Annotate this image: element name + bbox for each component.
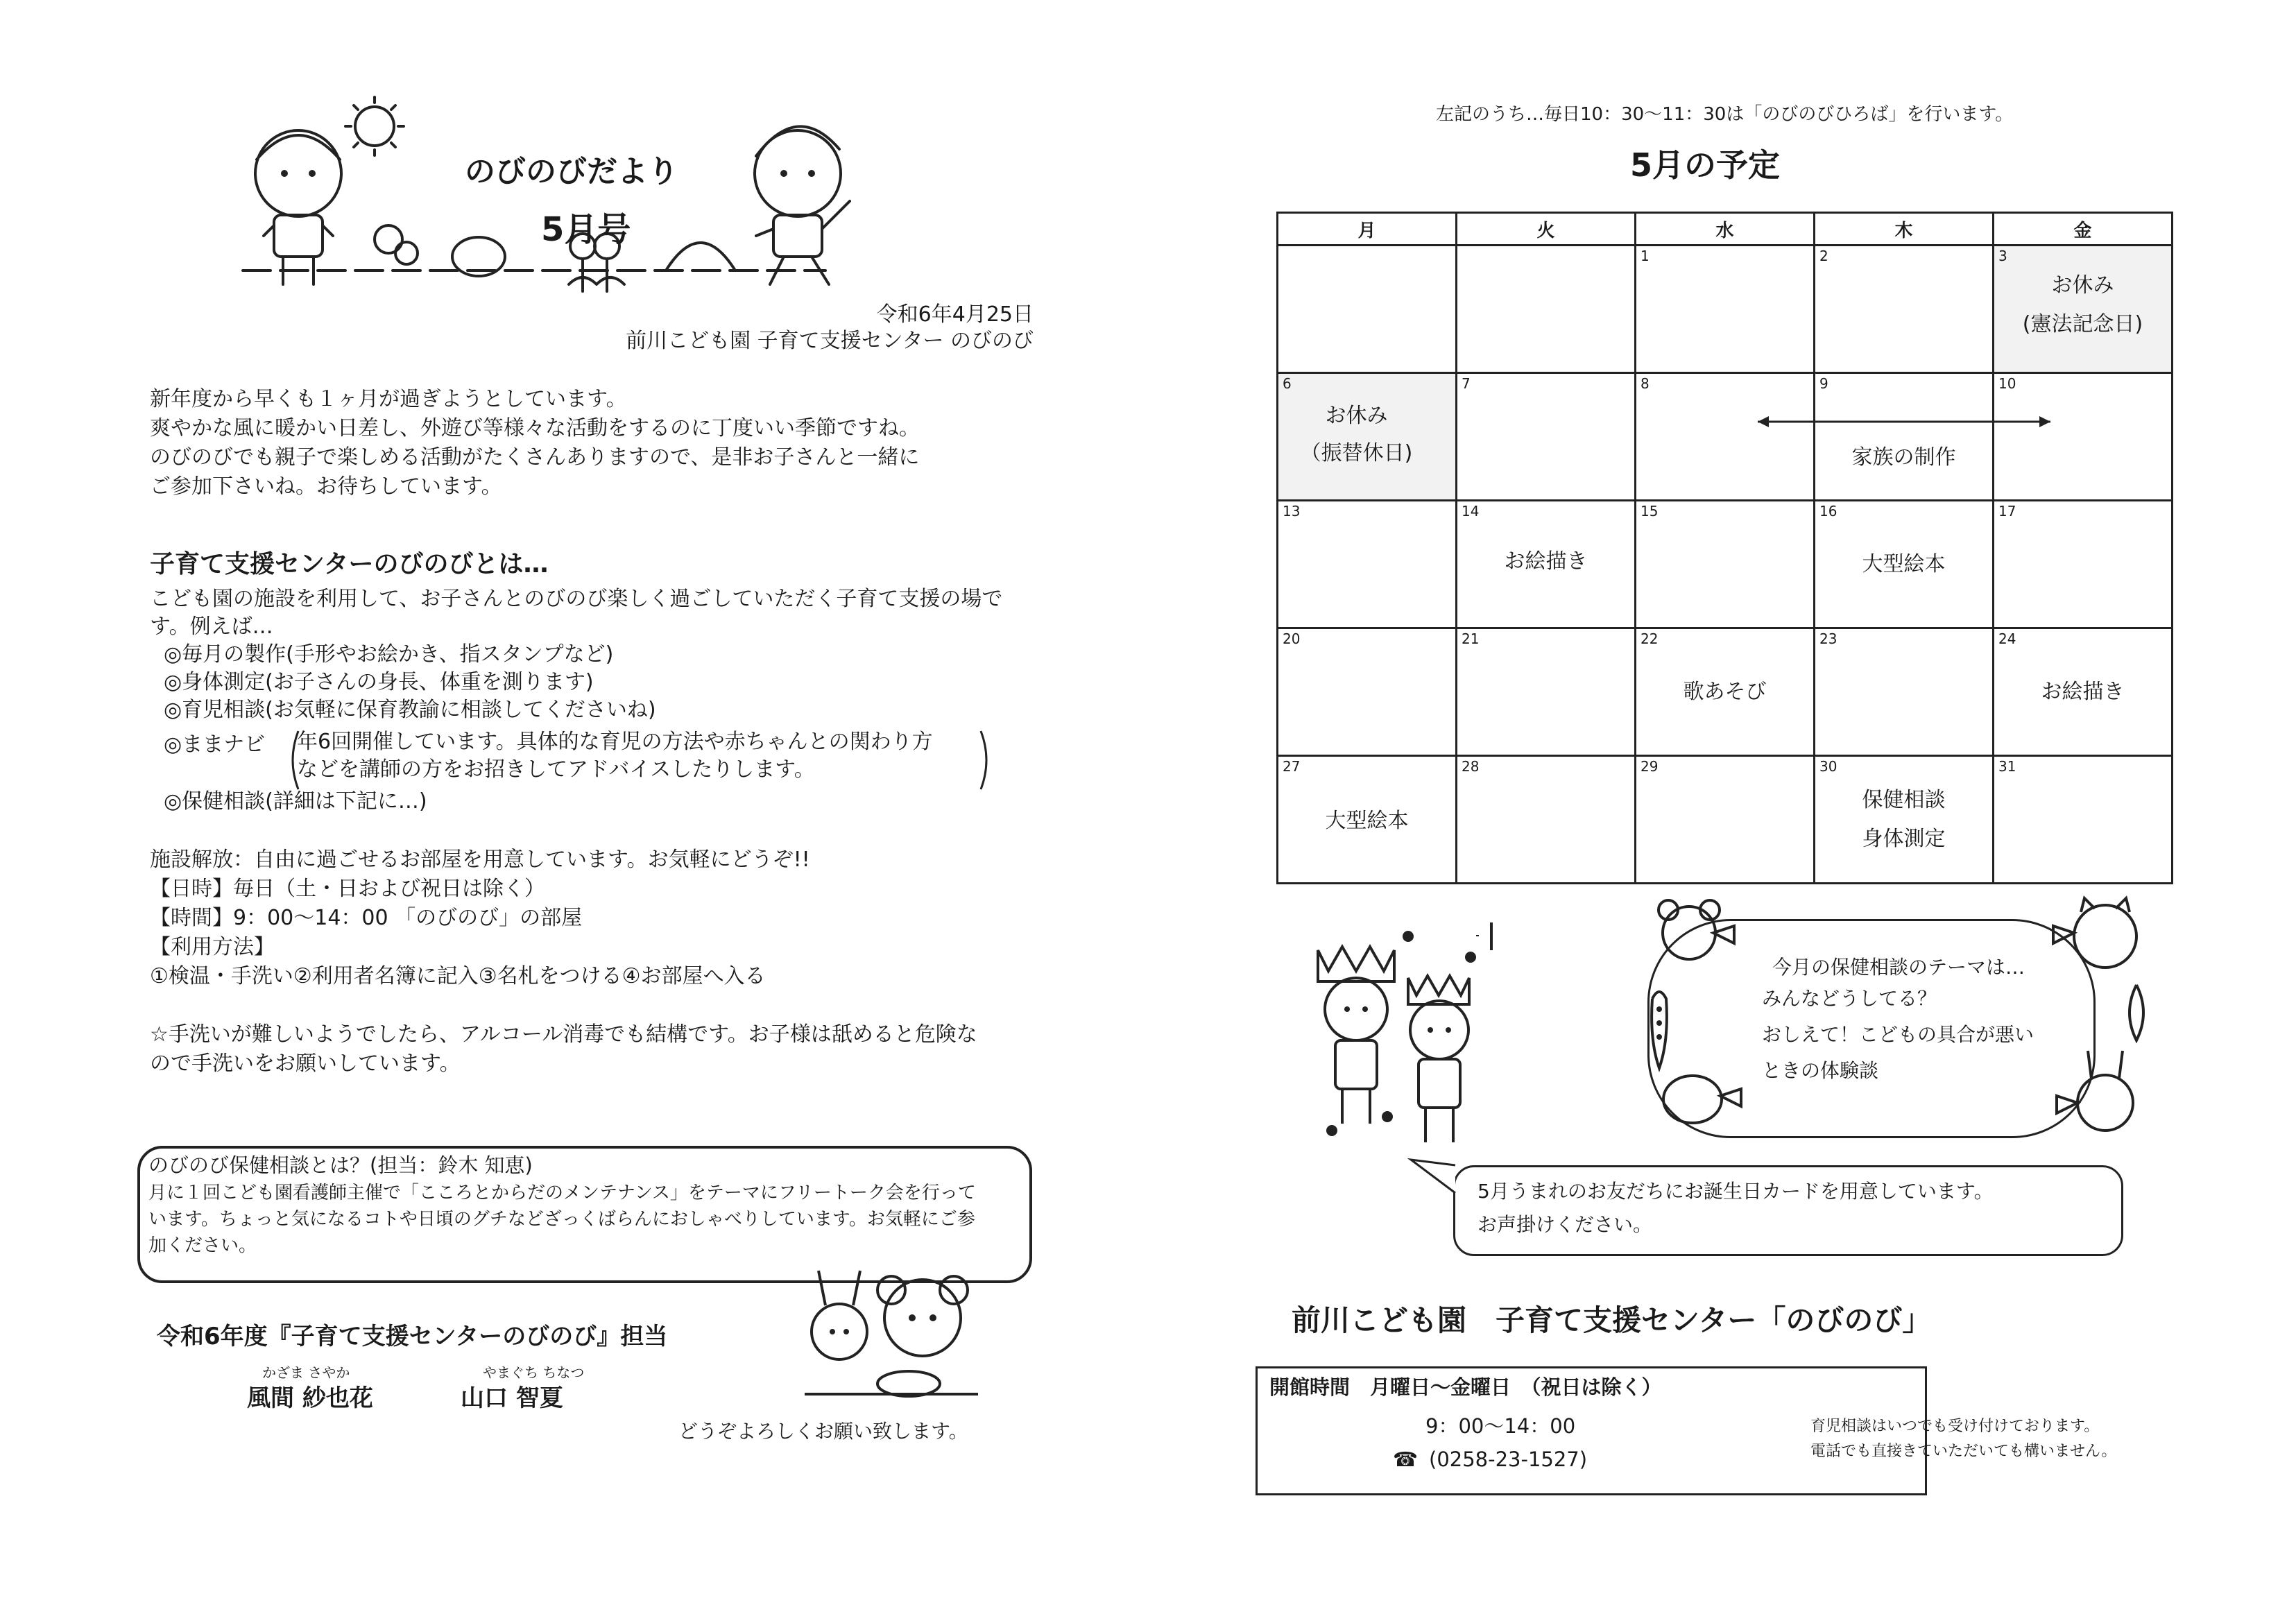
calendar-event: お休み (1325, 404, 1388, 428)
day-number: 28 (1462, 758, 1480, 775)
about-item: ◎ままナビ (164, 732, 266, 757)
health-box-line: います。ちょっと気になるコトや日頃のグチなどざっくばらんにおしゃべりしています。お気軽にご参 (148, 1209, 975, 1230)
calendar-day-cell (1994, 246, 2173, 373)
staff-heading: 令和6年度『子育て支援センターのびのび』担当 (157, 1323, 668, 1350)
megaphone-animals-illustration (1651, 895, 2150, 1151)
facility-line: 【時間】9：00～14：00 「のびのび」の部屋 (150, 906, 583, 930)
bubble-tail-icon (1408, 1157, 1464, 1199)
calendar-day-cell (1636, 628, 1815, 756)
calendar-event: お休み (2051, 273, 2114, 298)
issue-date: 令和6年4月25日 (876, 302, 1034, 327)
calendar-event: お絵描き (2041, 680, 2125, 704)
calendar-day-cell (1278, 756, 1457, 884)
birthday-kids-illustration (1304, 922, 1512, 1151)
weekday-header-row (1278, 213, 2173, 246)
about-line: こども園の施設を利用して、お子さんとのびのび楽しく過ごしていただく子育て支援の場で (150, 587, 1003, 611)
calendar-day-cell (1278, 246, 1457, 373)
about-item: ◎身体測定(お子さんの身長、体重を測ります) (164, 670, 594, 694)
about-heading: 子育て支援センターのびのびとは… (150, 550, 549, 578)
calendar-day-cell (1994, 628, 2173, 756)
consult-line: 電話でも直接きていただいても構いません。 (1810, 1443, 2117, 1460)
theme-line: みんなどうしてる？ (1762, 987, 1937, 1010)
day-number: 27 (1283, 758, 1301, 775)
calendar-event: 大型絵本 (1325, 809, 1409, 833)
calendar-day-cell (1457, 373, 1636, 501)
day-number: 20 (1283, 630, 1301, 647)
day-number: 9 (1819, 375, 1828, 392)
phone-number: (0258-23-1527) (1429, 1448, 1588, 1471)
day-number: 10 (1998, 375, 2016, 392)
theme-line: おしえて！こどもの具合が悪い (1762, 1023, 2034, 1046)
calendar-title: 5月の予定 (1630, 146, 1781, 184)
hours-line: 開館時間 月曜日～金曜日 （祝日は除く） (1269, 1375, 1662, 1399)
weekday-header: 水 (1636, 213, 1815, 246)
intro-line: 爽やかな風に暖かい日差し、外遊び等様々な活動をするのに丁度いい季節ですね。 (150, 416, 920, 440)
calendar-day-cell (1278, 373, 1457, 501)
may-calendar (1276, 212, 2173, 884)
calendar-event: 保健相談 (1862, 788, 1946, 812)
bracket-right-icon (978, 728, 995, 792)
animals-illustration (791, 1262, 992, 1401)
intro-line: のびのびでも親子で楽しめる活動がたくさんありますので、是非お子さんと一緒に (150, 445, 920, 470)
facility-line: ①検温・手洗い②利用者名簿に記入③名札をつける④お部屋へ入る (150, 964, 766, 988)
weekday-header: 月 (1278, 213, 1457, 246)
calendar-event: (憲法記念日) (2022, 312, 2143, 336)
calendar-day-cell (1278, 628, 1457, 756)
day-number: 1 (1640, 248, 1650, 264)
phone-icon: ☎ (1393, 1448, 1419, 1471)
about-item: ◎毎月の製作(手形やお絵かき、指スタンプなど) (164, 642, 614, 667)
intro-line: ご参加下さいね。お待ちしています。 (150, 474, 502, 499)
calendar-day-cell (1636, 756, 1815, 884)
birthday-line: 5月うまれのお友だちにお誕生日カードを用意しています。 (1477, 1180, 1994, 1203)
facility-line: 【日時】毎日（土・日および祝日は除く） (150, 877, 545, 901)
calendar-week (1278, 756, 2173, 884)
day-number: 30 (1819, 758, 1837, 775)
about-item: ◎保健相談(詳細は下記に…) (164, 789, 427, 814)
calendar-day-cell (1636, 501, 1815, 628)
calendar-day-cell (1994, 373, 2173, 501)
calendar-day-cell (1278, 501, 1457, 628)
facility-line: 【利用方法】 (150, 935, 275, 959)
calendar-week (1278, 373, 2173, 501)
hiroba-note: 左記のうち…毎日10：30～11：30は「のびのびひろば」を行います。 (1436, 104, 2014, 125)
facility-line: 施設解放：自由に過ごせるお部屋を用意しています。お気軽にどうぞ!! (150, 848, 810, 872)
calendar-event: お絵描き (1504, 549, 1588, 574)
day-number: 3 (1998, 248, 2007, 264)
calendar-day-cell (1636, 373, 1815, 501)
hours-time: 9：00～14：00 (1425, 1414, 1576, 1438)
theme-line: 今月の保健相談のテーマは… (1772, 956, 2025, 979)
mamanavi-line: 年6回開催しています。具体的な育児の方法や赤ちゃんとの関わり方 (297, 730, 933, 754)
calendar-week (1278, 246, 2173, 373)
weekday-header: 金 (1994, 213, 2173, 246)
calendar-week (1278, 501, 2173, 628)
calendar-event: （振替休日) (1300, 441, 1413, 465)
day-number: 23 (1819, 630, 1837, 647)
about-line: す。例えば… (150, 615, 273, 639)
calendar-week (1278, 628, 2173, 756)
calendar-day-cell (1457, 628, 1636, 756)
mamanavi-line: などを講師の方をお招きしてアドバイスしたりします。 (297, 757, 815, 782)
weekday-header: 木 (1815, 213, 1994, 246)
health-box-line: 加ください。 (148, 1235, 257, 1256)
calendar-day-cell (1815, 501, 1994, 628)
calendar-event: 大型絵本 (1862, 552, 1946, 576)
calendar-day-cell (1457, 756, 1636, 884)
closing-line: どうぞよろしくお願い致します。 (678, 1420, 968, 1443)
calendar-day-cell (1815, 628, 1994, 756)
day-number: 15 (1640, 503, 1659, 519)
calendar-day-cell (1994, 501, 2173, 628)
org-title: 前川こども園 子育て支援センター「のびのび」 (1292, 1303, 1932, 1337)
calendar-day-cell (1636, 246, 1815, 373)
calendar-day-cell (1815, 373, 1994, 501)
calendar-day-cell (1457, 501, 1636, 628)
calendar-event: 家族の制作 (1851, 445, 1956, 470)
day-number: 29 (1640, 758, 1659, 775)
newsletter-title: のびのびだより (465, 154, 678, 189)
calendar-event: 身体測定 (1862, 827, 1946, 851)
header-illustration (236, 97, 888, 305)
intro-line: 新年度から早くも１ヶ月が過ぎようとしています。 (150, 387, 627, 411)
span-arrow-icon (1755, 413, 2053, 430)
theme-line: ときの体験談 (1762, 1059, 1879, 1082)
day-number: 17 (1998, 503, 2016, 519)
calendar-day-cell (1815, 246, 1994, 373)
day-number: 24 (1998, 630, 2016, 647)
day-number: 6 (1283, 375, 1292, 392)
consult-line: 育児相談はいつでも受け付けております。 (1810, 1418, 2100, 1435)
day-number: 22 (1640, 630, 1659, 647)
calendar-day-cell (1815, 756, 1994, 884)
staff-name: 山口 智夏 (461, 1384, 563, 1412)
day-number: 31 (1998, 758, 2016, 775)
calendar-day-cell (1994, 756, 2173, 884)
day-number: 13 (1283, 503, 1301, 519)
day-number: 14 (1462, 503, 1480, 519)
sender-line: 前川こども園 子育て支援センター のびのび (626, 329, 1034, 353)
about-item: ◎育児相談(お気軽に保育教諭に相談してくださいね) (164, 698, 656, 722)
birthday-line: お声掛けください。 (1477, 1213, 1653, 1236)
staff-ruby: かざま さやか (262, 1364, 350, 1381)
day-number: 21 (1462, 630, 1480, 647)
staff-name: 風間 紗也花 (247, 1384, 373, 1412)
staff-ruby: やまぐち ちなつ (483, 1364, 585, 1381)
issue-label: 5月号 (541, 210, 631, 249)
note-line: ので手洗いをお願いしています。 (150, 1051, 461, 1076)
calendar-event: 歌あそび (1683, 680, 1767, 704)
calendar-day-cell (1457, 246, 1636, 373)
day-number: 8 (1640, 375, 1650, 392)
weekday-header: 火 (1457, 213, 1636, 246)
health-box-title: のびのび保健相談とは？(担当：鈴木 知恵) (148, 1153, 533, 1177)
health-box-line: 月に１回こども園看護師主催で「こころとからだのメンテナンス」をテーマにフリートーク会を行って (148, 1183, 976, 1203)
day-number: 7 (1462, 375, 1471, 392)
note-line: ☆手洗いが難しいようでしたら、アルコール消毒でも結構です。お子様は舐めると危険な (150, 1022, 977, 1047)
day-number: 16 (1819, 503, 1837, 519)
day-number: 2 (1819, 248, 1828, 264)
